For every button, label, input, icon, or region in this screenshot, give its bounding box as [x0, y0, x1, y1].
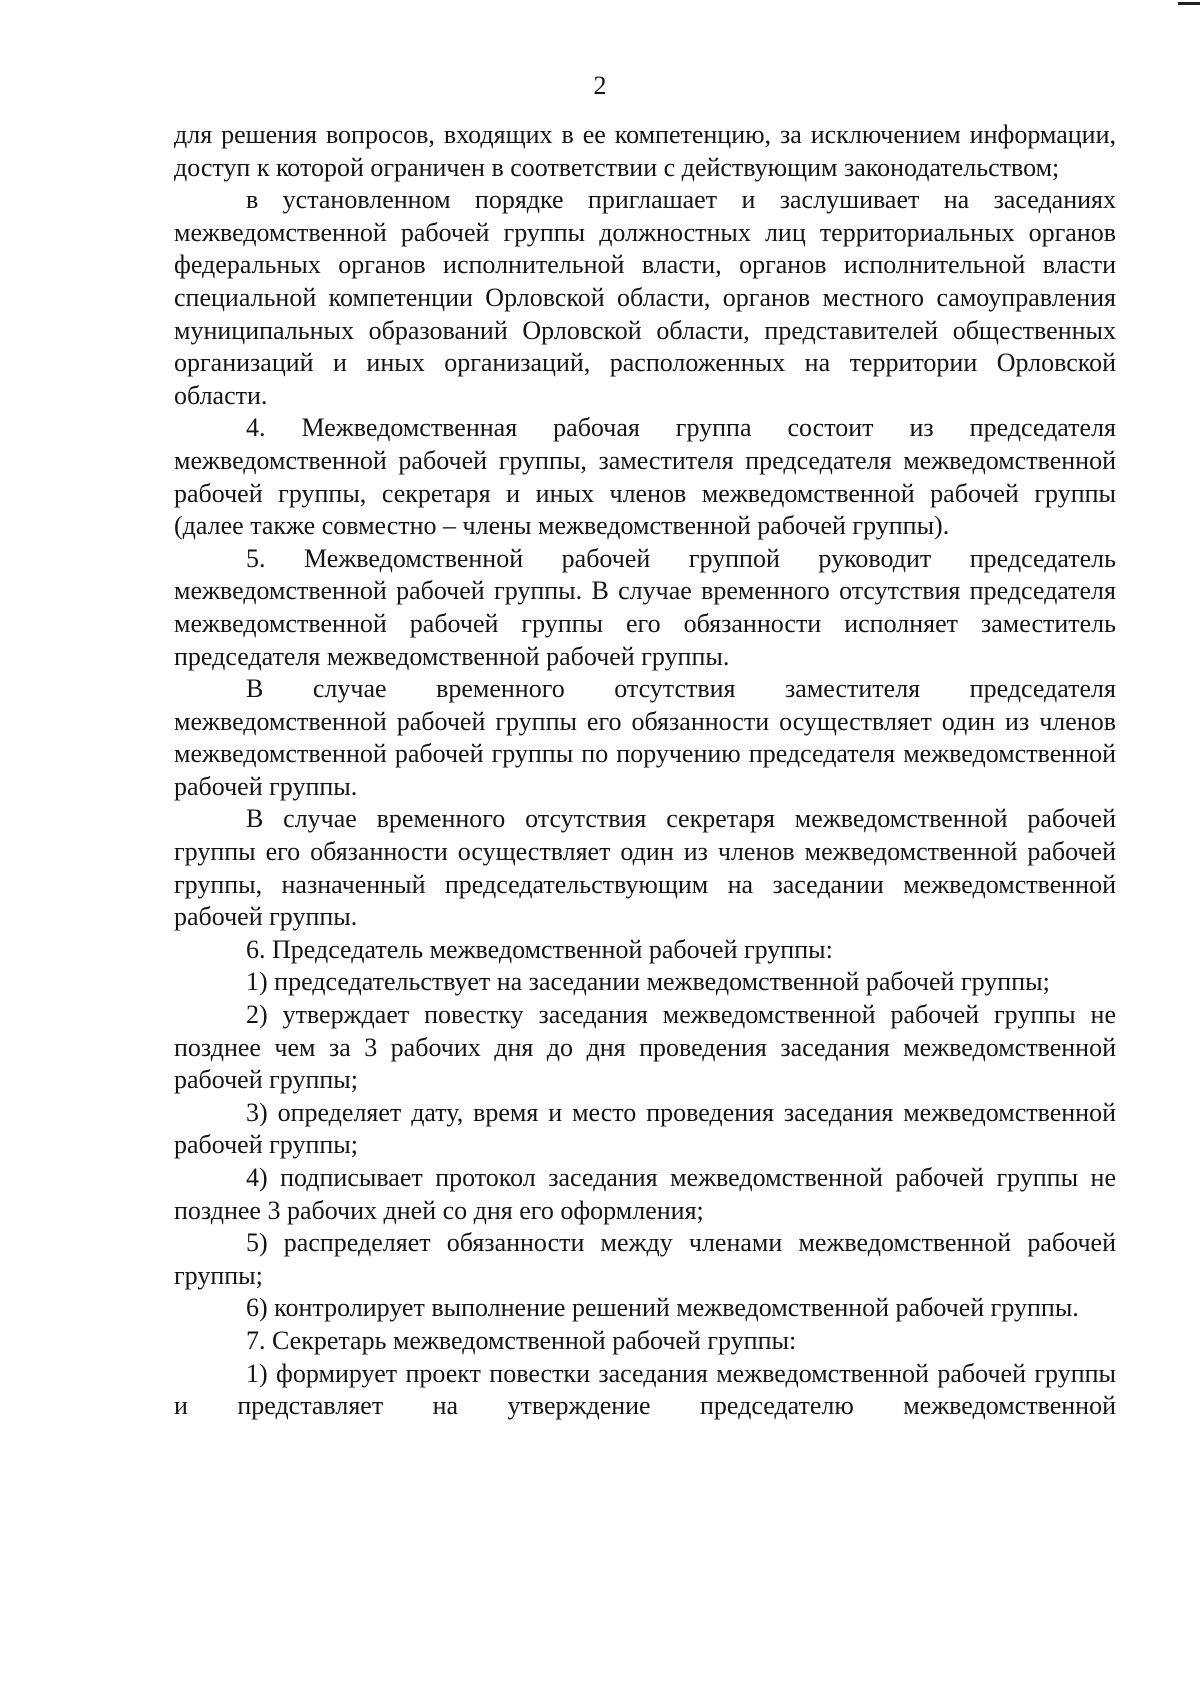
paragraph-item-5: 5. Межведомственной рабочей группой руководит председатель межведомственной рабочей группы. В случае временного отсутствия председателя межведомственной рабочей группы его обязанности исполняет заместитель председателя межведомственной рабочей группы. [174, 543, 1116, 671]
scan-edge-mark [1178, 2, 1200, 5]
paragraph-item-7: 7. Секретарь межведомственной рабочей группы: [246, 1325, 797, 1355]
paragraph-item-4: 4. Межведомственная рабочая группа состоит из председателя межведомственной рабочей группы, заместителя председателя межведомственной рабочей группы, секретаря и иных членов межведомственной рабочей группы (далее также совместно – члены межведомственной рабочей группы). [174, 413, 1116, 541]
list-item: 4) подписывает протокол заседания межведомственной рабочей группы не позднее 3 рабочих дней со дня его оформления; [174, 1163, 1116, 1225]
paragraph-continuation: для решения вопросов, входящих в ее компетенцию, за исключением информации, доступ к которой ограничен в соответствии с действующим законодательством; [174, 120, 1116, 182]
list-item: 1) формирует проект повестки заседания межведомственной рабочей группы и представляет на утверждение председателю межведомственной [174, 1358, 1116, 1421]
list-item: 5) распределяет обязанности между членами межведомственной рабочей группы; [174, 1228, 1116, 1290]
list-item: 6) контролирует выполнение решений межведомственной рабочей группы. [246, 1293, 1079, 1323]
list-item: 2) утверждает повестку заседания межведомственной рабочей группы не позднее чем за 3 рабочих дня до дня проведения заседания межведомственной рабочей группы; [174, 1000, 1116, 1095]
paragraph-secretary-absence: В случае временного отсутствия секретаря межведомственной рабочей группы его обязанности осуществляет один из членов межведомственной рабочей группы, назначенный председательствующим на заседании межведомственной рабочей группы. [174, 804, 1116, 932]
document-body [174, 119, 1116, 1423]
list-item: 3) определяет дату, время и место проведения заседания межведомственной рабочей группы; [174, 1097, 1116, 1160]
paragraph-invitation-clause: в установленном порядке приглашает и заслушивает на заседаниях межведомственной рабочей группы должностных лиц территориальных органов федеральных органов исполнительной власти, органов исполнительной власти специальной компетенции Орловской области, органов местного самоуправления муниципальных образований Орловской области, представителей общественных организаций и иных организаций, расположенных на территории Орловской области. [174, 185, 1116, 410]
paragraph-item-6: 6. Председатель межведомственной рабочей группы: [246, 934, 833, 964]
page-number: 2 [593, 71, 607, 100]
paragraph-deputy-absence: В случае временного отсутствия заместителя председателя межведомственной рабочей группы его обязанности осуществляет один из членов межведомственной рабочей группы по поручению председателя межведомственной рабочей группы. [174, 674, 1116, 801]
list-item: 1) председательствует на заседании межведомственной рабочей группы; [246, 967, 1050, 997]
